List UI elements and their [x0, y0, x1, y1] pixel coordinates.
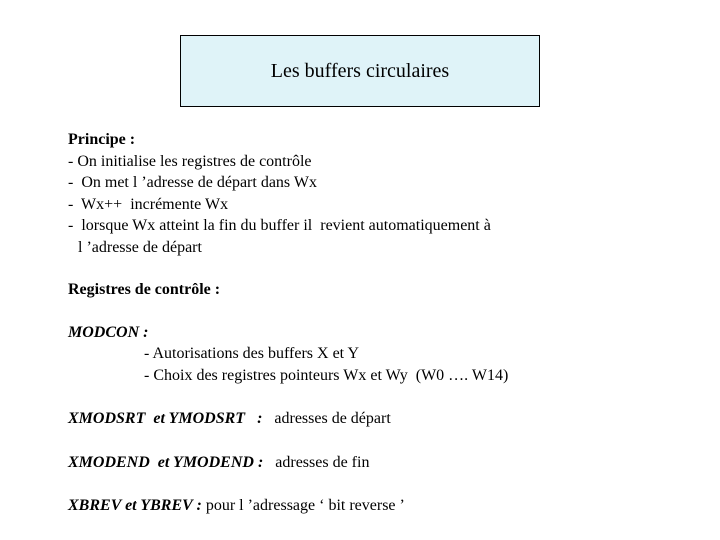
principe-item-3: - Wx++ incrémente Wx [68, 195, 229, 213]
xbrev-line [68, 495, 688, 517]
xbrev-desc: pour l ’adressage ‘ bit reverse ’ [201, 497, 405, 514]
principe-item-2: - On met l ’adresse de départ dans Wx [68, 174, 317, 191]
modcon-label: MODCON : [68, 323, 149, 341]
modcon-item-1: - Autorisations des buffers X et Y [144, 345, 360, 362]
xbrev-label: XBREV et YBREV : [68, 497, 202, 514]
xmodsrt-label: XMODSRT et YMODSRT : [68, 410, 263, 427]
xmodsrt-line [68, 408, 688, 430]
spacer [68, 386, 688, 408]
spacer [68, 301, 688, 322]
title-box [180, 35, 540, 107]
modcon-item-2: - Choix des registres pointeurs Wx et Wy (W0 …. W14) [144, 366, 509, 384]
xmodsrt-desc: adresses de départ [262, 410, 391, 427]
spacer [68, 258, 688, 279]
slide-content [68, 129, 688, 517]
slide-title: Les buffers circulaires [270, 60, 450, 82]
spacer [68, 473, 688, 495]
spacer [68, 430, 688, 452]
principe-item-4-continuation: l ’adresse de départ [78, 238, 202, 256]
principe-item-4: - lorsque Wx atteint la fin du buffer il revient automatiquement à [68, 217, 491, 234]
xmodend-label: XMODEND et YMODEND : [68, 453, 264, 471]
xmodend-desc: adresses de fin [263, 453, 370, 471]
registres-heading: Registres de contrôle : [68, 281, 221, 298]
principe-heading: Principe : [68, 131, 136, 148]
principe-item-1: - On initialise les registres de contrôle [68, 152, 312, 170]
xmodend-line [68, 452, 688, 474]
